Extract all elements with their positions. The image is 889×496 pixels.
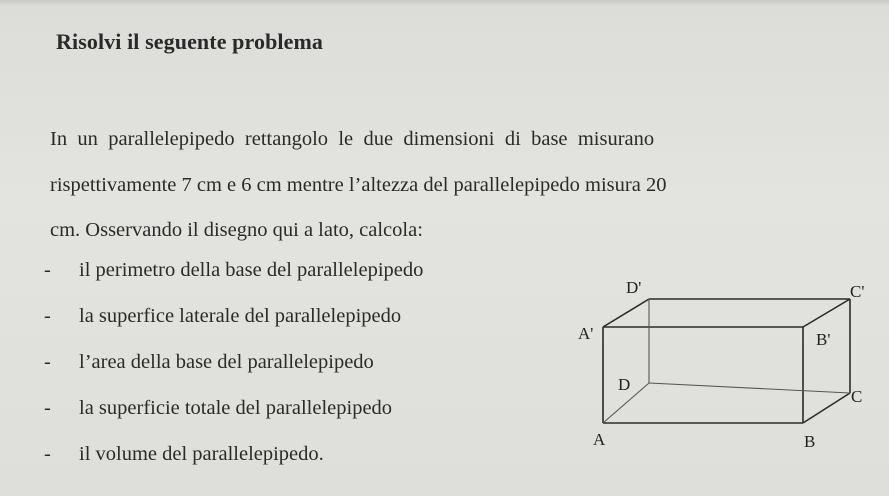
vertex-label-a-prime: A' bbox=[578, 324, 594, 343]
task-list bbox=[44, 259, 423, 489]
problem-line-1: In un parallelepipedo rettangolo le due dimensioni di base misurano bbox=[50, 128, 655, 150]
task-dash: - bbox=[44, 351, 51, 373]
task-dash: - bbox=[44, 305, 51, 327]
parallelepiped-figure bbox=[570, 275, 870, 465]
task-dash: - bbox=[44, 259, 51, 281]
edge-b-prime-c-prime bbox=[803, 299, 850, 327]
task-item bbox=[44, 351, 423, 397]
task-item bbox=[44, 305, 423, 351]
hidden-edge-d-c bbox=[649, 383, 850, 393]
parallelepiped-drawing bbox=[570, 275, 870, 465]
task-dash: - bbox=[44, 443, 51, 465]
task-text: il perimetro della base del parallelepipedo bbox=[79, 259, 424, 281]
edge-a-prime-d-prime bbox=[603, 299, 649, 327]
page-title: Risolvi il seguente problema bbox=[56, 29, 324, 54]
task-text: la superficie totale del parallelepipedo bbox=[79, 397, 393, 419]
task-item bbox=[44, 259, 423, 305]
task-item bbox=[44, 443, 423, 489]
edge-b-c bbox=[803, 393, 850, 423]
vertex-label-c: C bbox=[851, 387, 863, 406]
problem-line-2: rispettivamente 7 cm e 6 cm mentre l’altezza del parallelepipedo misura 20 bbox=[50, 174, 667, 196]
page-top-edge bbox=[0, 0, 889, 6]
vertex-label-c-prime: C' bbox=[850, 282, 865, 301]
task-text: l’area della base del parallelepipedo bbox=[79, 351, 374, 373]
vertex-label-b-prime: B' bbox=[816, 330, 831, 349]
vertex-label-d-prime: D' bbox=[626, 278, 642, 297]
vertex-label-d: D bbox=[618, 375, 631, 394]
task-text: il volume del parallelepipedo. bbox=[79, 443, 324, 465]
task-item bbox=[44, 397, 423, 443]
vertex-label-b: B bbox=[804, 432, 816, 451]
problem-line-3: cm. Osservando il disegno qui a lato, calcola: bbox=[50, 219, 423, 241]
task-dash: - bbox=[44, 397, 51, 419]
vertex-label-a: A bbox=[593, 430, 606, 449]
task-text: la superfice laterale del parallelepipedo bbox=[79, 305, 402, 327]
